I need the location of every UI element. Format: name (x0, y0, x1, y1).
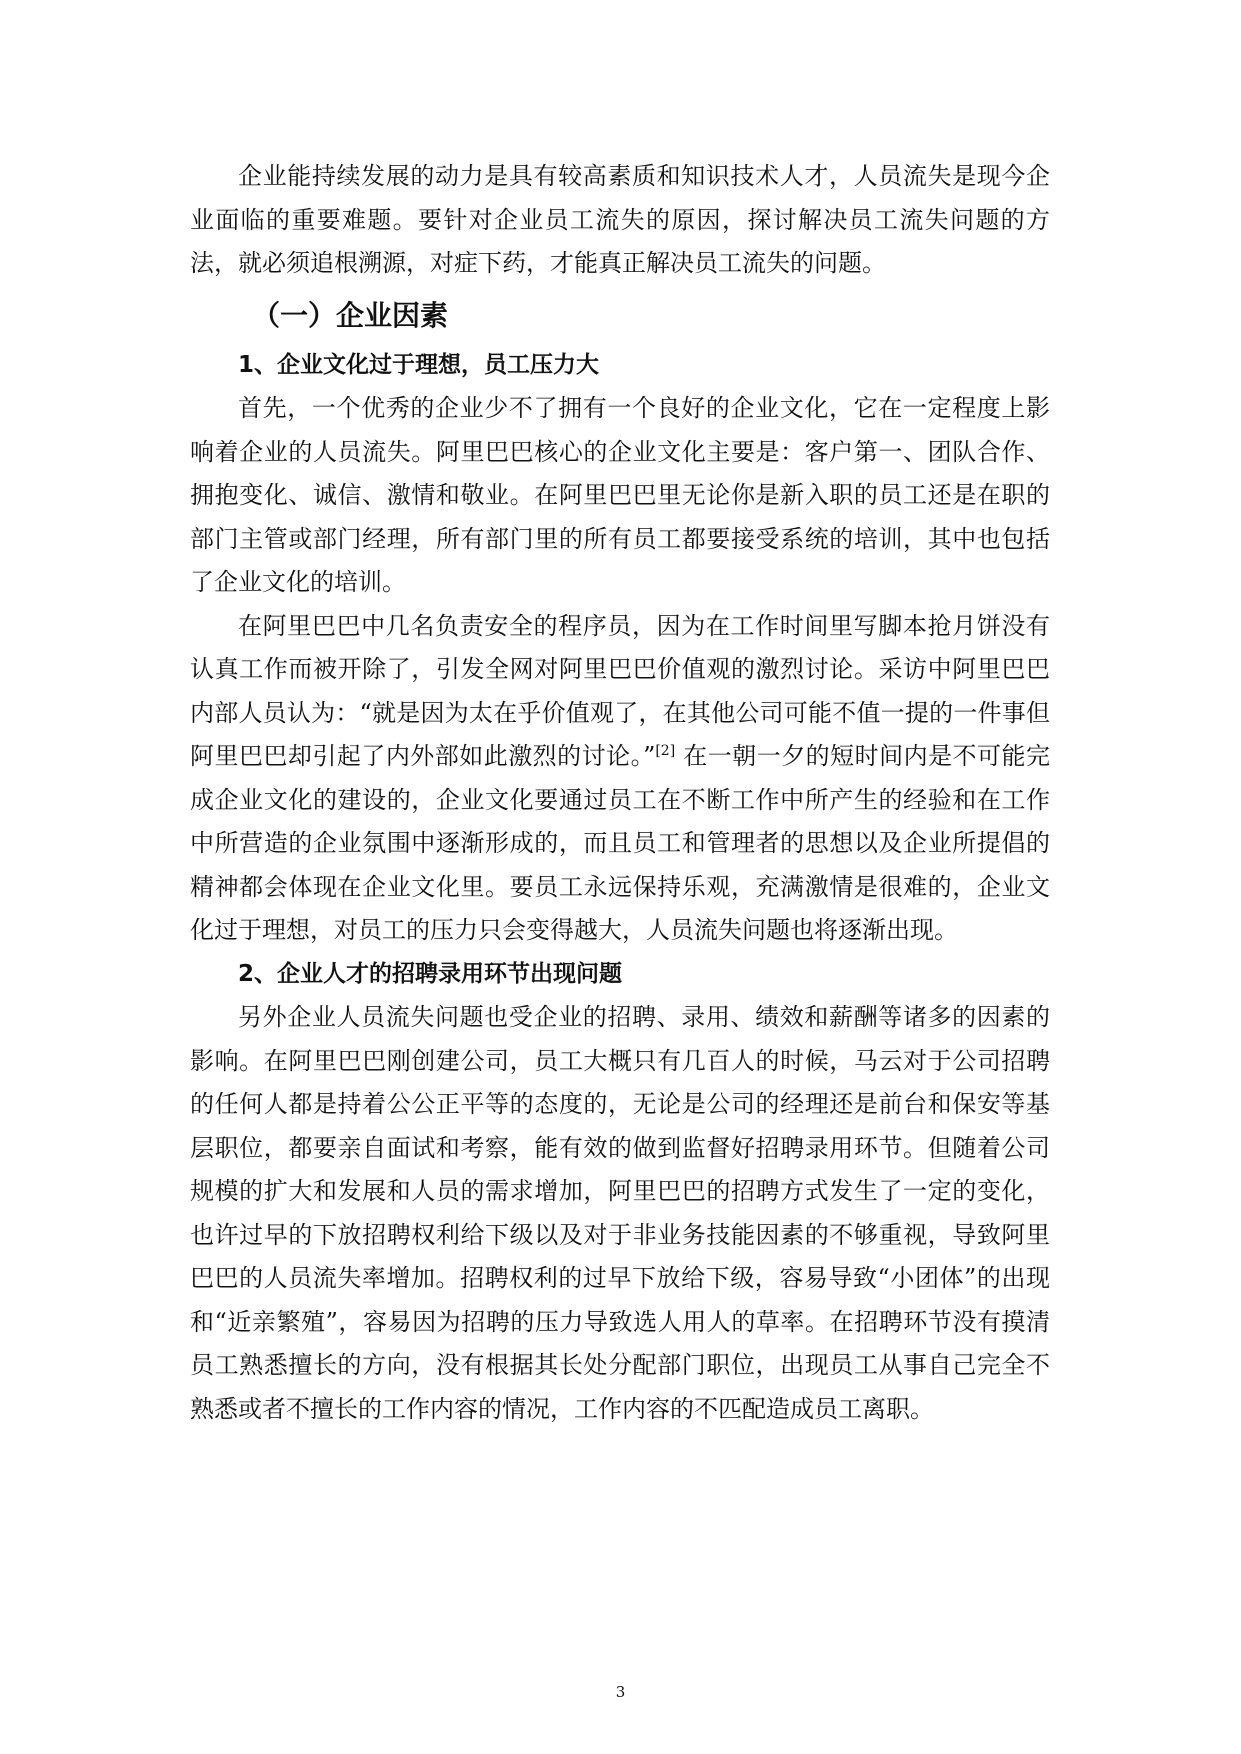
subsection-title-1: 1、企业文化过于理想，员工压力大 (238, 351, 600, 378)
intro-paragraph: 企业能持续发展的动力是具有较高素质和知识技术人才，人员流失是现今企业面临的重要难题。要针对企业员工流失的原因，探讨解决员工流失问题的方法，就必须追根溯源，对症下药，才能真正解决员工流失的问题。 (190, 162, 1050, 277)
paragraph-2-text-a: 在阿里巴巴中几名负责安全的程序员，因为在工作时间里写脚本抢月饼没有认真工作而被开除了，引发全网对阿里巴巴价值观的激烈讨论。采访中阿里巴巴内部人员认为：“就是因为太在乎价值观了，在其他公司可能不值一提的一件事但阿里巴巴却引起了内外部如此激烈的讨论。” (190, 611, 1050, 770)
page-content (190, 155, 1050, 1431)
subsection-1-paragraph-1: 首先，一个优秀的企业少不了拥有一个良好的企业文化，它在一定程度上影响着企业的人员流失。阿里巴巴核心的企业文化主要是：客户第一、团队合作、拥抱变化、诚信、激情和敬业。在阿里巴巴里无论你是新入职的员工还是在职的部门主管或部门经理，所有部门里的所有员工都要接受系统的培训，其中也包括了企业文化的培训。 (190, 394, 1050, 596)
subsection-1-paragraph-2 (190, 605, 1050, 953)
subsection-title-2: 2、企业人才的招聘录用环节出现问题 (238, 960, 623, 987)
page-number: 3 (615, 1683, 626, 1701)
section-title: （一）企业因素 (252, 298, 449, 332)
paragraph-2-text-b: 在一朝一夕的短时间内是不可能完成企业文化的建设的，企业文化要通过员工在不断工作中所产生的经验和在工作中所营造的企业氛围中逐渐形成的，而且员工和管理者的思想以及企业所提倡的精神都会体现在企业文化里。要员工永远保持乐观，充满激情是很难的，企业文化过于理想，对员工的压力只会变得越大，人员流失问题也将逐渐出现。 (190, 742, 1050, 944)
subsection-2-paragraph-1: 另外企业人员流失问题也受企业的招聘、录用、绩效和薪酬等诸多的因素的影响。在阿里巴巴刚创建公司，员工大概只有几百人的时候，马云对于公司招聘的任何人都是持着公公正平等的态度的，无论是公司的经理还是前台和保安等基层职位，都要亲自面试和考察，能有效的做到监督好招聘录用环节。但随着公司规模的扩大和发展和人员的需求增加，阿里巴巴的招聘方式发生了一定的变化，也许过早的下放招聘权利给下级以及对于非业务技能因素的不够重视，导致阿里巴巴的人员流失率增加。招聘权利的过早下放给下级，容易导致“小团体”的出现和“近亲繁殖”，容易因为招聘的压力导致选人用人的草率。在招聘环节没有摸清员工熟悉擅长的方向，没有根据其长处分配部门职位，出现员工从事自己完全不熟悉或者不擅长的工作内容的情况，工作内容的不匹配造成员工离职。 (190, 1003, 1050, 1423)
citation-ref: [2] (655, 743, 676, 759)
